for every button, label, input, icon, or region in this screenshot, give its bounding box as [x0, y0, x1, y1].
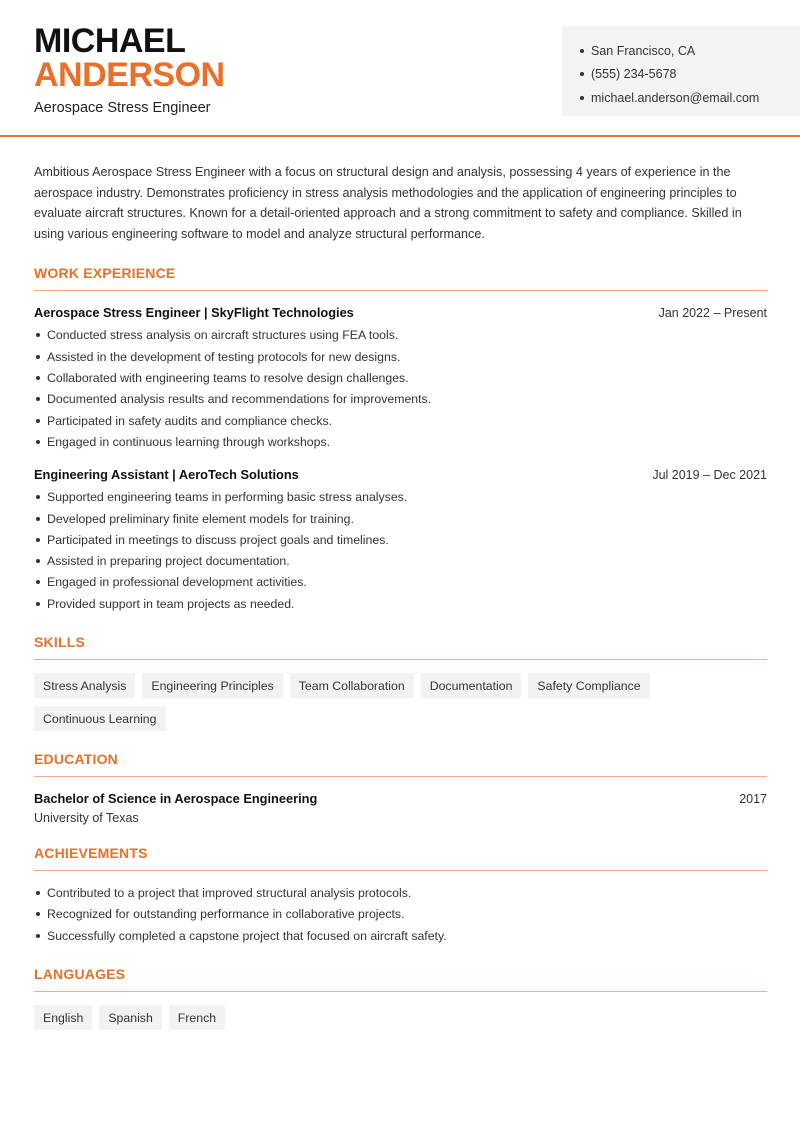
bullet-item: Participated in safety audits and compliance checks.: [34, 410, 767, 431]
skill-tag: Continuous Learning: [34, 706, 166, 731]
job-title: Engineering Assistant | AeroTech Solutions: [34, 466, 299, 482]
job-entry: [34, 467, 767, 615]
contact-location: San Francisco, CA: [580, 39, 800, 63]
bullet-item: Provided support in team projects as needed.: [34, 593, 767, 614]
job-title: Aerospace Stress Engineer: [34, 100, 211, 116]
graduation-year: 2017: [739, 792, 767, 807]
languages-section: [34, 966, 767, 1030]
skill-tag: Team Collaboration: [290, 673, 414, 698]
bullet-item: Documented analysis results and recommendations for improvements.: [34, 389, 767, 410]
job-bullets: [34, 325, 767, 453]
bullet-item: Assisted in the development of testing protocols for new designs.: [34, 346, 767, 367]
bullet-item: Supported engineering teams in performing basic stress analyses.: [34, 487, 767, 508]
education-section: [34, 751, 767, 825]
skills-section: [34, 634, 767, 731]
language-tag: English: [34, 1005, 92, 1030]
section-heading: EDUCATION: [34, 751, 767, 777]
section-heading: WORK EXPERIENCE: [34, 265, 767, 291]
last-name: ANDERSON: [34, 56, 225, 94]
contact-phone: (555) 234-5678: [580, 63, 800, 87]
skill-tag: Safety Compliance: [528, 673, 649, 698]
job-dates: Jan 2022 – Present: [658, 305, 767, 320]
bullet-item: Engaged in continuous learning through workshops.: [34, 431, 767, 452]
school: University of Texas: [34, 811, 139, 826]
achievement-item: Contributed to a project that improved structural analysis protocols.: [34, 882, 767, 903]
language-tag: French: [169, 1005, 225, 1030]
achievements-section: [34, 845, 767, 946]
job-entry: [34, 305, 767, 453]
bullet-item: Participated in meetings to discuss project goals and timelines.: [34, 529, 767, 550]
section-heading: LANGUAGES: [34, 966, 767, 992]
skill-tag: Stress Analysis: [34, 673, 135, 698]
work-experience-section: [34, 265, 767, 615]
section-heading: ACHIEVEMENTS: [34, 845, 767, 871]
achievement-item: Recognized for outstanding performance in collaborative projects.: [34, 904, 767, 925]
job-bullets: [34, 487, 767, 615]
degree: Bachelor of Science in Aerospace Engineering: [34, 791, 318, 807]
job-title: Aerospace Stress Engineer | SkyFlight Technologies: [34, 304, 354, 320]
language-tag: Spanish: [99, 1005, 161, 1030]
bullet-item: Assisted in preparing project documentation.: [34, 550, 767, 571]
contact-box: [562, 26, 800, 116]
job-header: [34, 467, 767, 483]
bullet-item: Conducted stress analysis on aircraft structures using FEA tools.: [34, 325, 767, 346]
resume-header: [0, 0, 800, 137]
bullet-item: Developed preliminary finite element models for training.: [34, 508, 767, 529]
contact-email[interactable]: michael.anderson@email.com: [580, 86, 800, 110]
summary: Ambitious Aerospace Stress Engineer with a focus on structural design and analysis, possessing 4 years of experience in the aerospace industry. Demonstrates proficiency in stress analysis methodologies and the application of engineering principles to evaluate aircraft structures. Known for a detail-oriented approach and a strong commitment to safety and compliance. Skilled in using various engineering software to model and analyze structural performance.: [34, 165, 742, 242]
job-header: [34, 305, 767, 321]
skill-tag: Documentation: [421, 673, 522, 698]
bullet-item: Collaborated with engineering teams to resolve design challenges.: [34, 367, 767, 388]
achievement-item: Successfully completed a capstone project that focused on aircraft safety.: [34, 925, 767, 946]
job-dates: Jul 2019 – Dec 2021: [652, 467, 767, 482]
section-heading: SKILLS: [34, 634, 767, 660]
resume-body: [34, 162, 767, 1030]
bullet-item: Engaged in professional development activities.: [34, 572, 767, 593]
first-name: MICHAEL: [34, 22, 186, 60]
skill-tag: Engineering Principles: [142, 673, 282, 698]
